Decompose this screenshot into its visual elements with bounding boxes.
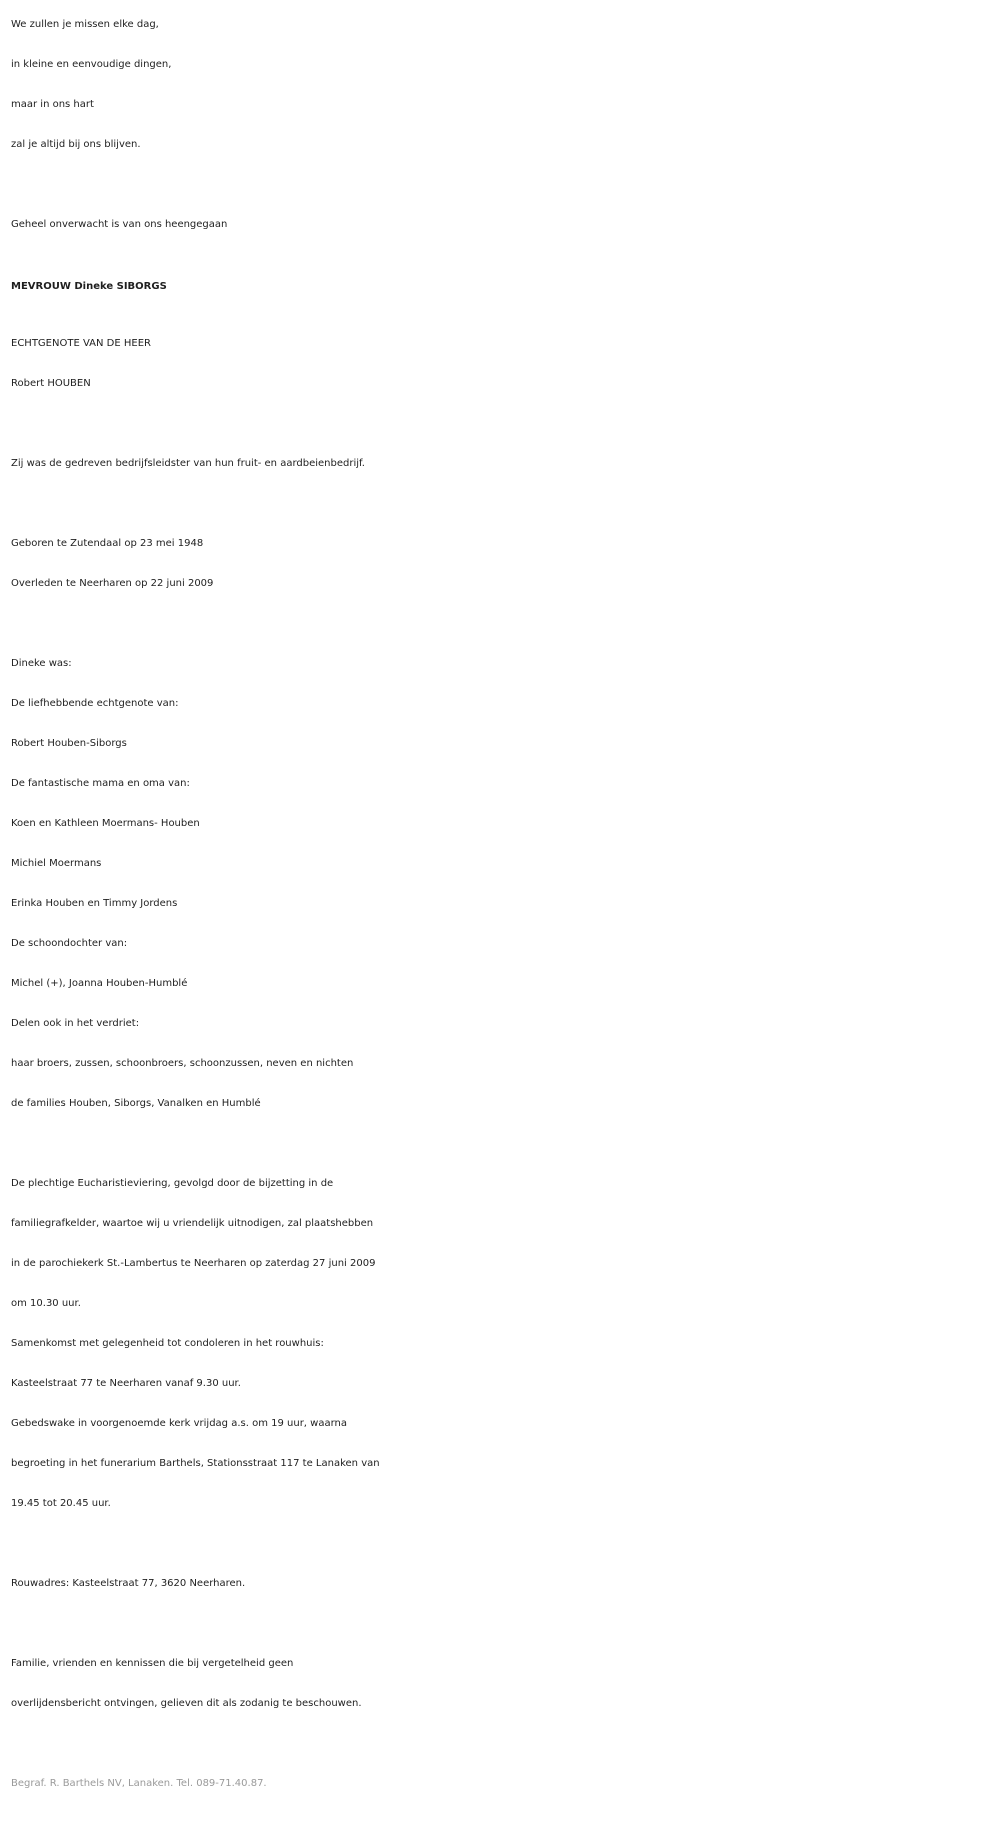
obituary-notice <box>11 0 991 1804</box>
ceremony-line: om 10.30 uur. <box>11 1298 81 1309</box>
poem-line: in kleine en eenvoudige dingen, <box>11 59 172 70</box>
death-line: Overleden te Neerharen op 22 juni 2009 <box>11 578 214 589</box>
ceremony-line: begroeting in het funerarium Barthels, Stationsstraat 117 te Lanaken van <box>11 1458 380 1469</box>
family-line: De fantastische mama en oma van: <box>11 778 190 789</box>
ceremony-line: Samenkomst met gelegenheid tot condoleren in het rouwhuis: <box>11 1338 324 1349</box>
closing-block <box>11 1644 991 1724</box>
poem-line: maar in ons hart <box>11 99 94 110</box>
spacer <box>11 1604 991 1644</box>
family-line: Michiel Moermans <box>11 858 102 869</box>
mourning-address: Rouwadres: Kasteelstraat 77, 3620 Neerharen. <box>11 1578 246 1589</box>
family-line: haar broers, zussen, schoonbroers, schoonzussen, neven en nichten <box>11 1058 354 1069</box>
ceremony-line: De plechtige Eucharistieviering, gevolgd door de bijzetting in de <box>11 1178 334 1189</box>
spouse-name: Robert HOUBEN <box>11 378 91 389</box>
spacer <box>11 1524 991 1564</box>
intro-text: Geheel onverwacht is van ons heengegaan <box>11 219 228 230</box>
family-line: Koen en Kathleen Moermans- Houben <box>11 818 200 829</box>
family-line: Robert Houben-Siborgs <box>11 738 127 749</box>
spacer <box>11 1724 991 1764</box>
spacer <box>11 484 991 524</box>
spouse-title: ECHTGENOTE VAN DE HEER <box>11 338 151 349</box>
spacer <box>11 404 991 444</box>
occupation-text: Zij was de gedreven bedrijfsleidster van hun fruit- en aardbeienbedrijf. <box>11 458 365 469</box>
birth-line: Geboren te Zutendaal op 23 mei 1948 <box>11 538 204 549</box>
family-line: De liefhebbende echtgenote van: <box>11 698 179 709</box>
family-line: Michel (+), Joanna Houben-Humblé <box>11 978 188 989</box>
family-line: Dineke was: <box>11 658 72 669</box>
family-block <box>11 644 991 1124</box>
deceased-name: MEVROUW Dineke SIBORGS <box>11 281 167 292</box>
funeral-home-footer: Begraf. R. Barthels NV, Lanaken. Tel. 089-71.40.87. <box>11 1778 267 1789</box>
ceremony-line: Kasteelstraat 77 te Neerharen vanaf 9.30 uur. <box>11 1378 241 1389</box>
closing-line: Familie, vrienden en kennissen die bij vergetelheid geen <box>11 1658 294 1669</box>
spacer <box>11 165 991 205</box>
ceremony-block <box>11 1164 991 1524</box>
ceremony-line: Gebedswake in voorgenoemde kerk vrijdag a.s. om 19 uur, waarna <box>11 1418 347 1429</box>
ceremony-line: in de parochiekerk St.-Lambertus te Neerharen op zaterdag 27 juni 2009 <box>11 1258 376 1269</box>
poem-block <box>11 0 991 165</box>
family-line: de families Houben, Siborgs, Vanalken en Humblé <box>11 1098 261 1109</box>
closing-line: overlijdensbericht ontvingen, gelieven dit als zodanig te beschouwen. <box>11 1698 362 1709</box>
family-line: Delen ook in het verdriet: <box>11 1018 140 1029</box>
family-line: De schoondochter van: <box>11 938 128 949</box>
poem-line: We zullen je missen elke dag, <box>11 19 159 30</box>
ceremony-line: familiegrafkelder, waartoe wij u vriendelijk uitnodigen, zal plaatshebben <box>11 1218 374 1229</box>
dates-block <box>11 524 991 604</box>
poem-line: zal je altijd bij ons blijven. <box>11 139 141 150</box>
spacer <box>11 604 991 644</box>
spacer <box>11 1124 991 1164</box>
ceremony-line: 19.45 tot 20.45 uur. <box>11 1498 111 1509</box>
family-line: Erinka Houben en Timmy Jordens <box>11 898 178 909</box>
